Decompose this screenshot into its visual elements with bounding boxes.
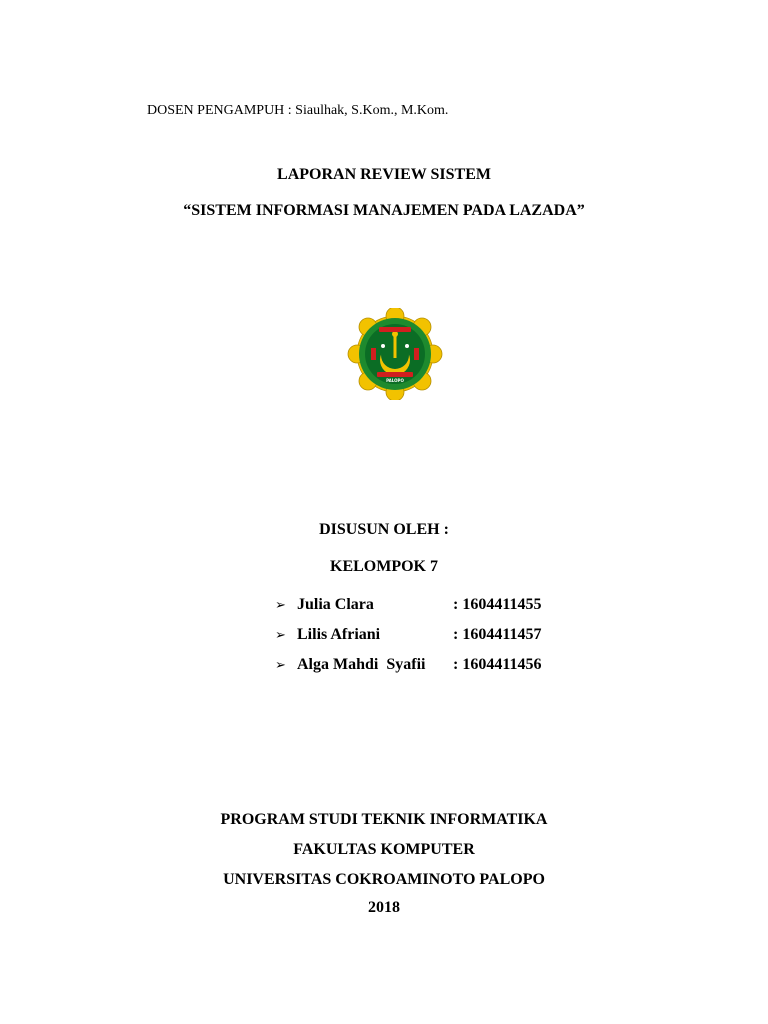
- group-label: KELOMPOK 7: [330, 558, 438, 575]
- emblem-caption: PALOPO: [386, 378, 404, 383]
- member-id: : 1604411455: [453, 596, 542, 613]
- report-subtitle: “SISTEM INFORMASI MANAJEMEN PADA LAZADA”: [183, 202, 585, 219]
- list-item: [275, 650, 541, 680]
- member-name: Alga Mahdi Syafii: [297, 656, 426, 673]
- arrow-bullet-icon: ➢: [275, 627, 286, 643]
- faculty-name: FAKULTAS KOMPUTER: [293, 841, 475, 858]
- member-id: : 1604411457: [453, 626, 542, 643]
- compiled-by-label: DISUSUN OLEH :: [319, 521, 449, 538]
- report-title: LAPORAN REVIEW SISTEM: [277, 166, 491, 183]
- member-name: Lilis Afriani: [297, 626, 381, 643]
- year: 2018: [368, 899, 400, 916]
- member-list: [275, 590, 541, 680]
- study-program: PROGRAM STUDI TEKNIK INFORMATIKA: [220, 811, 548, 828]
- university-name: UNIVERSITAS COKROAMINOTO PALOPO: [223, 871, 545, 888]
- list-item: [275, 620, 541, 650]
- university-emblem-icon: [344, 308, 446, 400]
- arrow-bullet-icon: ➢: [275, 597, 286, 613]
- lecturer-line: DOSEN PENGAMPUH : Siaulhak, S.Kom., M.Kom.: [147, 103, 449, 118]
- list-item: [275, 590, 541, 620]
- arrow-bullet-icon: ➢: [275, 657, 286, 673]
- member-name: Julia Clara: [297, 596, 374, 613]
- member-id: : 1604411456: [453, 656, 542, 673]
